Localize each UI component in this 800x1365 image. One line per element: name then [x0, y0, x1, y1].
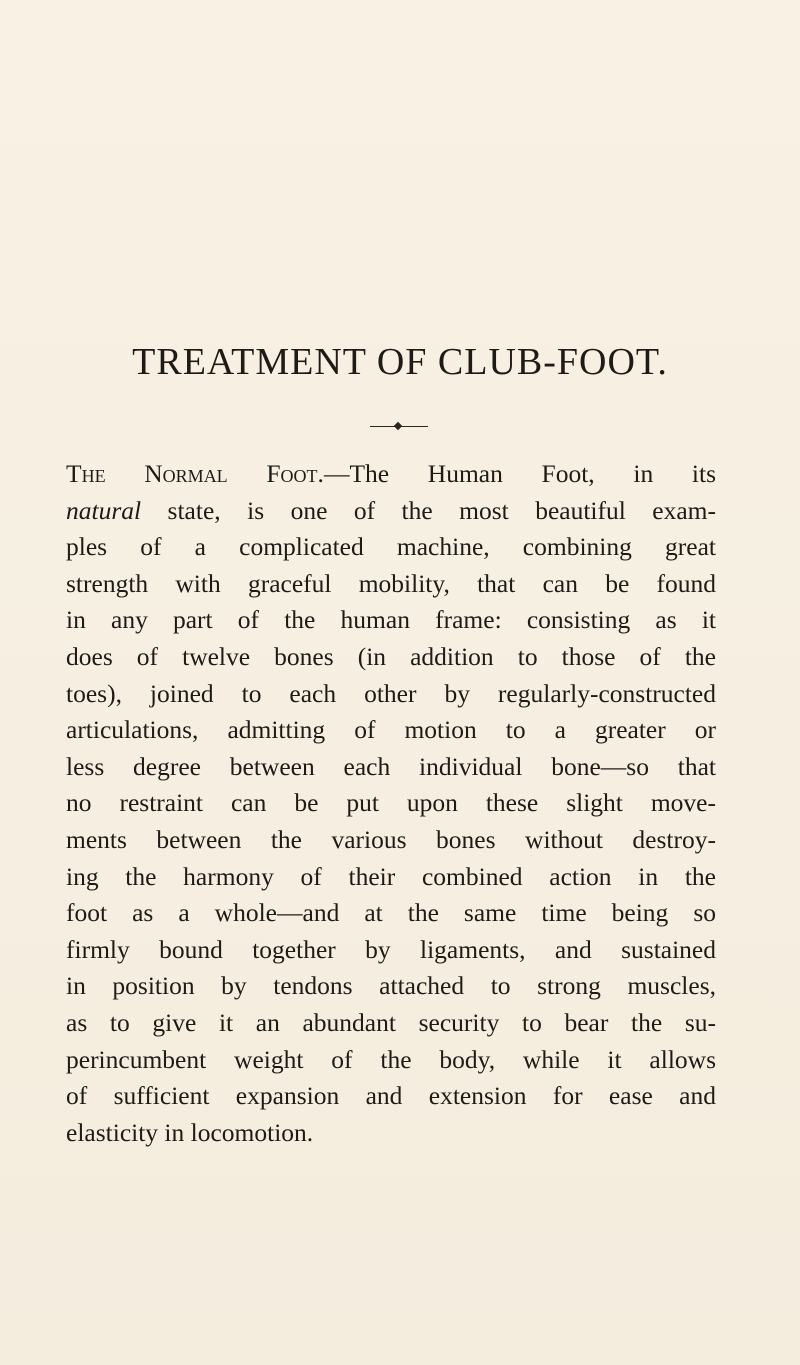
text-line: natural state, is one of the most beautiful exam- — [66, 495, 716, 525]
text-line: articulations, admitting of motion to a greater or — [66, 715, 716, 745]
text-line: firmly bound together by ligaments, and sustained — [66, 934, 716, 964]
body-paragraph — [66, 456, 716, 1151]
text-line: does of twelve bones (in addition to those of the — [66, 641, 716, 671]
section-heading: The Normal Foot. — [66, 459, 324, 488]
text-line: as to give it an abundant security to bear the su- — [66, 1007, 716, 1037]
text-line: ples of a complicated machine, combining great — [66, 532, 716, 562]
section-divider — [370, 422, 428, 432]
text-line: ing the harmony of their combined action in the — [66, 861, 716, 891]
text-line: in any part of the human frame: consisting as it — [66, 605, 716, 635]
text-line: of sufficient expansion and extension for ease and — [66, 1081, 716, 1111]
text-line: less degree between each individual bone—so that — [66, 751, 716, 781]
text-line: ments between the various bones without destroy- — [66, 824, 716, 854]
text-line: perincumbent weight of the body, while it allows — [66, 1044, 716, 1074]
text-line: in position by tendons attached to strong muscles, — [66, 971, 716, 1001]
text-line: strength with graceful mobility, that can be found — [66, 568, 716, 598]
text-line: no restraint can be put upon these slight move- — [66, 788, 716, 818]
italic-word: natural — [66, 495, 142, 525]
divider-diamond-icon — [394, 422, 402, 430]
text-line: elasticity in locomotion. — [66, 1117, 314, 1147]
text-line: foot as a whole—and at the same time being so — [66, 898, 716, 928]
text-line: The Normal Foot.—The Human Foot, in its — [66, 459, 716, 488]
page-title: TREATMENT OF CLUB-FOOT. — [132, 341, 668, 383]
text-line: toes), joined to each other by regularly-constructed — [66, 678, 716, 708]
